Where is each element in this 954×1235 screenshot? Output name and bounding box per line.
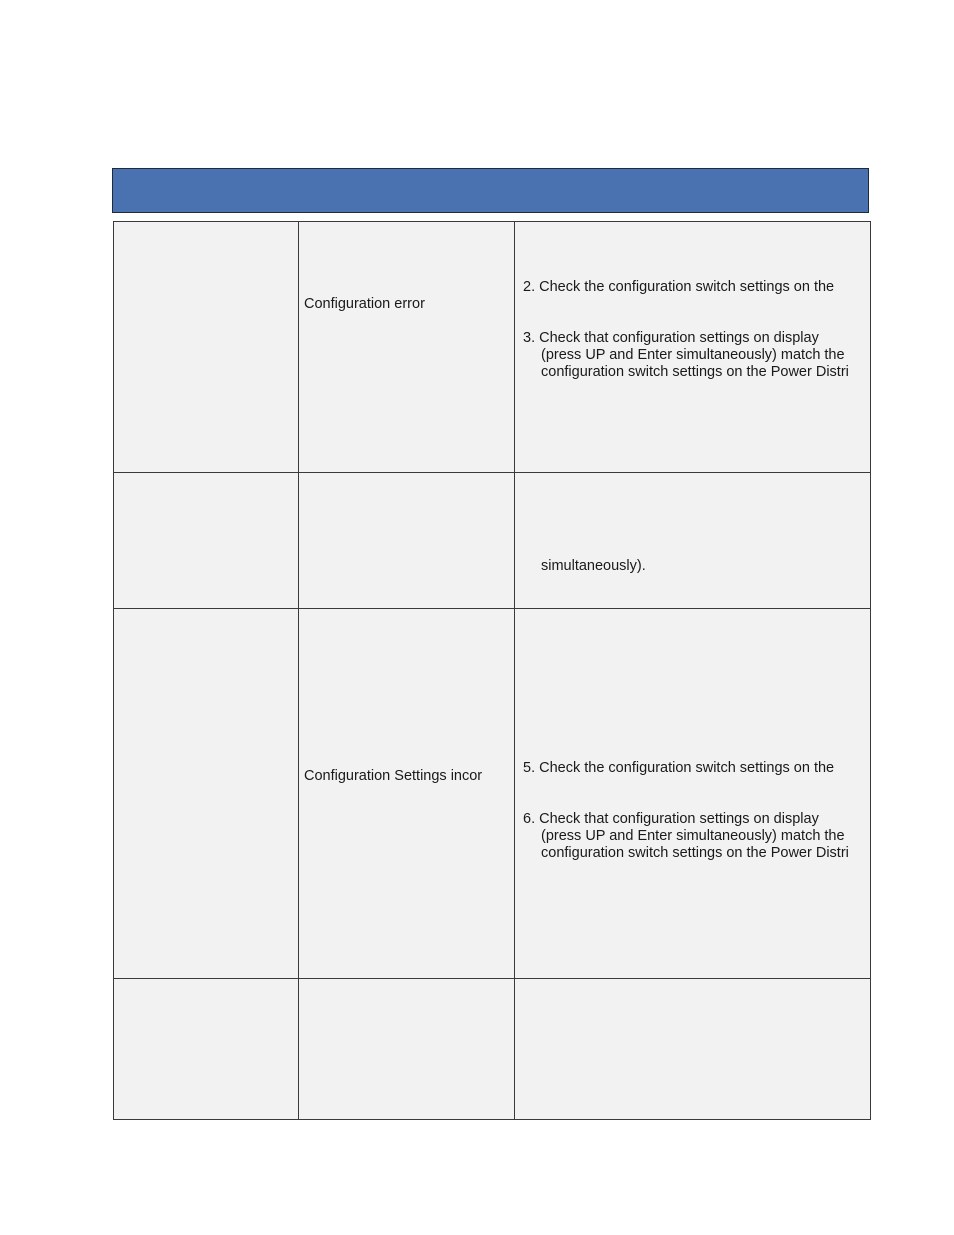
table-row [114,609,871,979]
step-continuation: (press UP and Enter simultaneously) match the [541,828,845,844]
step-continuation: simultaneously). [541,558,646,574]
solution-step [523,279,834,296]
cause-cell [299,979,515,1120]
table-header-bar [112,168,869,213]
solution-cell [515,979,871,1120]
troubleshooting-table [113,221,871,1120]
solution-cell [515,222,871,473]
cause-text: Configuration Settings incor [304,768,483,784]
solution-step [523,760,834,777]
symptom-cell [114,609,299,979]
solution-cell [515,473,871,609]
step-text: 2. Check the configuration switch settings on the [523,279,835,295]
step-continuation: configuration switch settings on the Power Distri [541,845,849,861]
symptom-cell [114,473,299,609]
step-text: 6. Check that configuration settings on display [523,811,819,827]
symptom-cell [114,222,299,473]
solution-step [523,330,849,381]
step-text: 3. Check that configuration settings on display [523,330,819,346]
solution-cell [515,609,871,979]
step-continuation: (press UP and Enter simultaneously) match the [541,347,845,363]
cause-cell [299,473,515,609]
cause-cell [299,609,515,979]
cause-cell [299,222,515,473]
table-row [114,222,871,473]
table-row [114,979,871,1120]
step-continuation: configuration switch settings on the Power Distri [541,364,849,380]
solution-step [523,811,849,862]
cause-text: Configuration error [304,296,425,312]
step-text: 5. Check the configuration switch settings on the [523,760,835,776]
table-row [114,473,871,609]
symptom-cell [114,979,299,1120]
